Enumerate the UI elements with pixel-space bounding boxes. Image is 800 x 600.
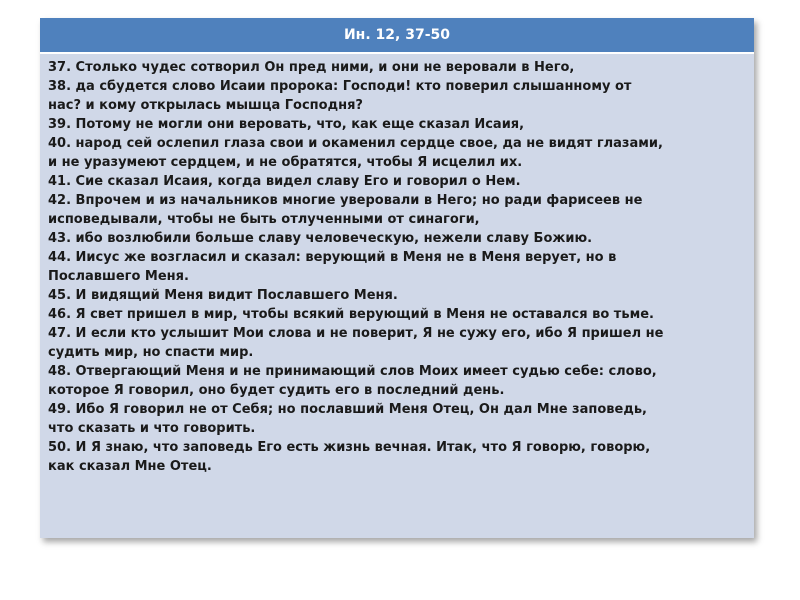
verse-43: 43. ибо возлюбили больше славу человеческую, нежели славу Божию. [48, 231, 593, 246]
verse-44: 44. Иисус же возгласил и сказал: верующий в Меня не в Меня верует, но в Пославшего Меня. [48, 250, 617, 284]
scripture-reference-title: Ин. 12, 37-50 [40, 18, 754, 52]
verse-49: 49. Ибо Я говорил не от Себя; но пославший Меня Отец, Он дал Мне заповедь, что сказать и что говорить. [48, 402, 647, 436]
verses-container [40, 52, 754, 538]
verse-42: 42. Впрочем и из начальников многие уверовали в Него; но ради фарисеев не исповедывали, чтобы не быть отлученными от синагоги, [48, 193, 643, 227]
verse-40: 40. народ сей ослепил глаза свои и окаменил сердце свое, да не видят глазами, и не уразумеют сердцем, и не обратятся, чтобы Я исцелил их. [48, 136, 663, 170]
verse-45: 45. И видящий Меня видит Пославшего Меня. [48, 288, 398, 303]
verse-48: 48. Отвергающий Меня и не принимающий слов Моих имеет судью себе: слово, которое Я говорил, оно будет судить его в последний день. [48, 364, 657, 398]
verse-39: 39. Потому не могли они веровать, что, как еще сказал Исаия, [48, 117, 525, 132]
verse-50: 50. И Я знаю, что заповедь Его есть жизнь вечная. Итак, что Я говорю, говорю, как сказал Мне Отец. [48, 440, 651, 474]
verse-47: 47. И если кто услышит Мои слова и не поверит, Я не сужу его, ибо Я пришел не судить мир, но спасти мир. [48, 326, 664, 360]
verse-46: 46. Я свет пришел в мир, чтобы всякий верующий в Меня не оставался во тьме. [48, 307, 654, 322]
verse-38: 38. да сбудется слово Исаии пророка: Господи! кто поверил слышанному от нас? и кому открылась мышца Господня? [48, 79, 632, 113]
verse-37: 37. Столько чудес сотворил Он пред ними, и они не веровали в Него, [48, 60, 575, 75]
verse-41: 41. Сие сказал Исаия, когда видел славу Его и говорил о Нем. [48, 174, 521, 189]
scripture-card [40, 18, 754, 538]
